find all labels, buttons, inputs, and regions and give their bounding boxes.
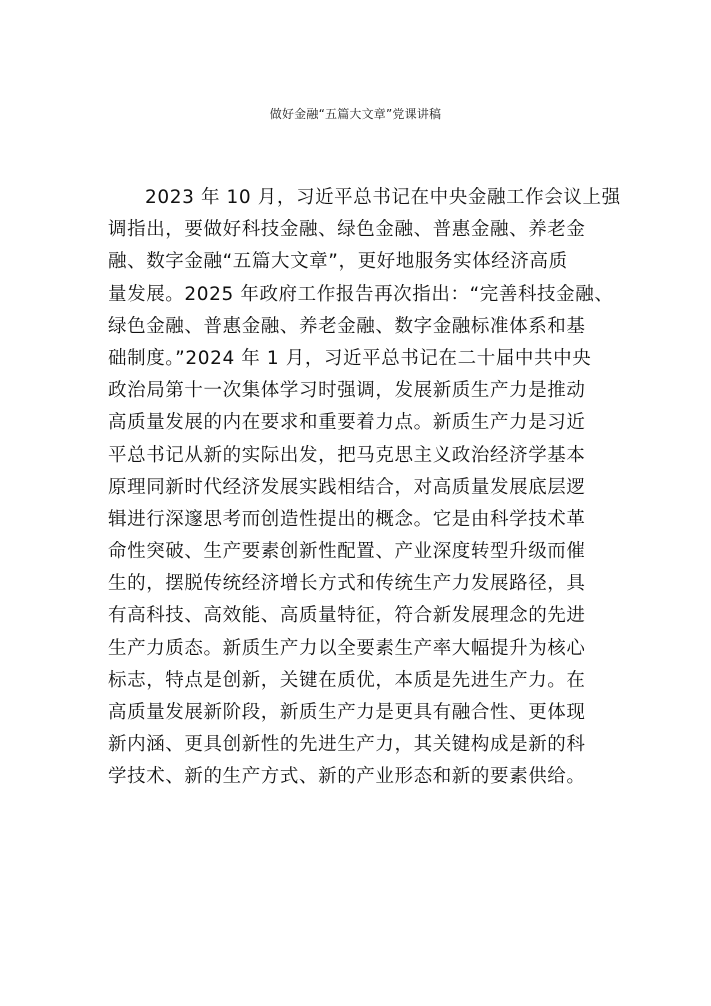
paragraph-line: 融、数字金融“五篇大文章”，更好地服务实体经济高质 xyxy=(108,251,568,273)
paragraph-line: 2023 年 10 月，习近平总书记在中央金融工作会议上强 xyxy=(145,187,621,208)
paragraph-line: 高质量发展的内在要求和重要着力点。新质生产力是习近 xyxy=(108,412,586,434)
paragraph-line: 原理同新时代经济发展实践相结合，对高质量发展底层逻 xyxy=(108,476,586,498)
paragraph-line: 高质量发展新阶段，新质生产力是更具有融合性、更体现 xyxy=(108,702,586,723)
page-header-title: 做好金融“五篇大文章”党课讲稿 xyxy=(269,107,442,121)
paragraph-line: 政治局第十一次集体学习时强调，发展新质生产力是推动 xyxy=(108,380,586,402)
paragraph-line: 辑进行深邃思考而创造性提出的概念。它是由科学技术革 xyxy=(108,508,586,530)
paragraph-line: 生的，摆脱传统经济增长方式和传统生产力发展路径，具 xyxy=(108,573,586,595)
paragraph-line: 平总书记从新的实际出发，把马克思主义政治经济学基本 xyxy=(108,444,586,466)
paragraph-line: 调指出，要做好科技金融、绿色金融、普惠金融、养老金 xyxy=(108,219,586,241)
body-paragraph xyxy=(108,182,621,794)
paragraph-line: 新内涵、更具创新性的先进生产力，其关键构成是新的科 xyxy=(108,734,586,756)
paragraph-line: 命性突破、生产要素创新性配置、产业深度转型升级而催 xyxy=(108,541,586,563)
paragraph-line: 有高科技、高效能、高质量特征，符合新发展理念的先进 xyxy=(108,605,586,627)
paragraph-line: 标志，特点是创新，关键在质优，本质是先进生产力。在 xyxy=(108,669,586,691)
paragraph-line: 量发展。2025 年政府工作报告再次指出：“完善科技金融、 xyxy=(108,283,614,305)
paragraph-line: 绿色金融、普惠金融、养老金融、数字金融标准体系和基 xyxy=(108,315,586,337)
paragraph-line: 生产力质态。新质生产力以全要素生产率大幅提升为核心 xyxy=(108,637,586,659)
paragraph-line: 础制度。”2024 年 1 月，习近平总书记在二十届中共中央 xyxy=(108,347,592,369)
paragraph-line: 学技术、新的生产方式、新的产业形态和新的要素供给。 xyxy=(108,766,586,788)
